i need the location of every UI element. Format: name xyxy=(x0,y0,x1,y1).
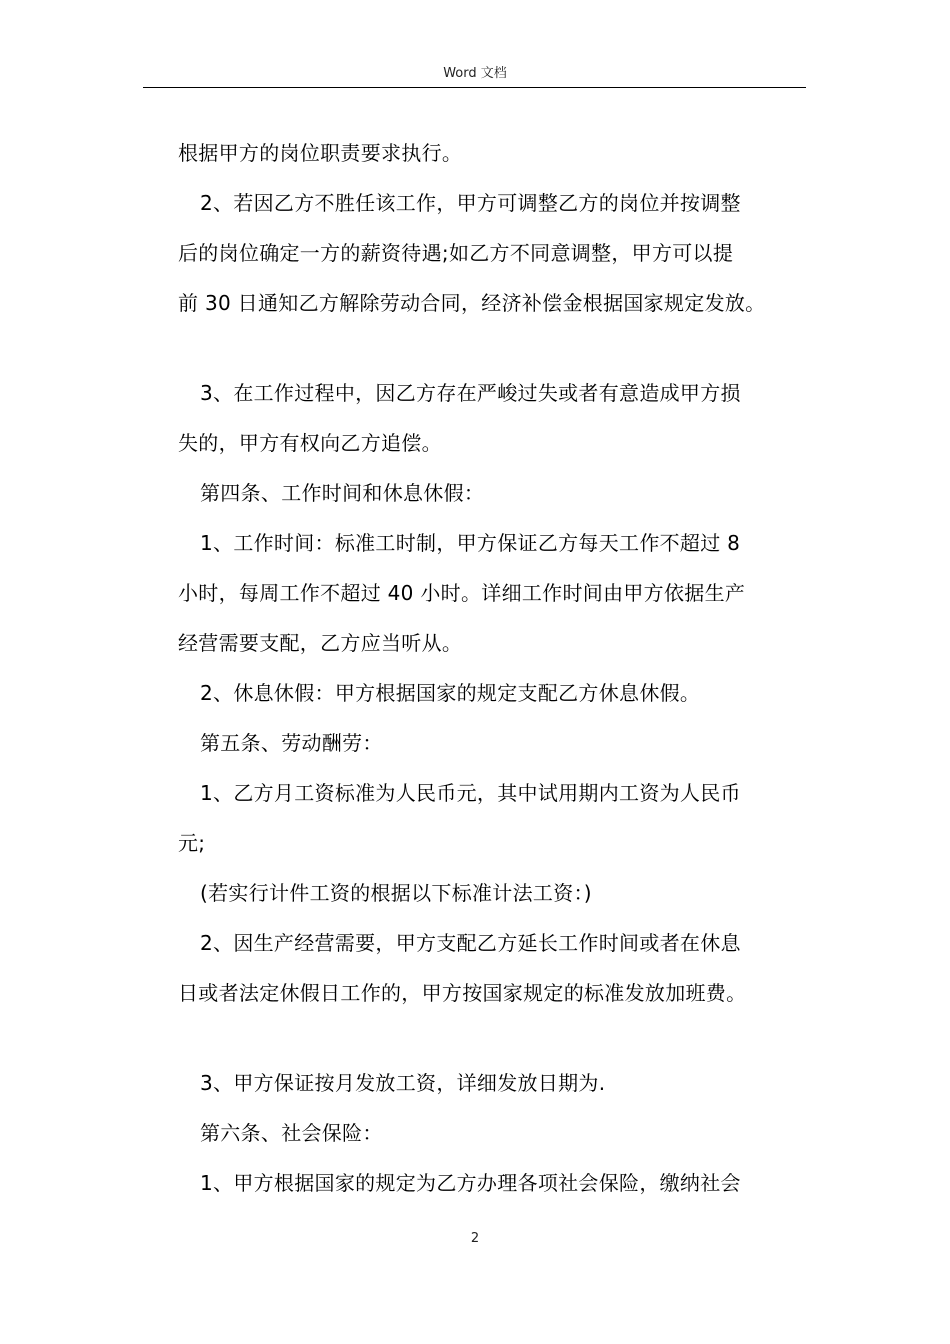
paragraph-line: 1、乙方月工资标准为人民币元，其中试用期内工资为人民币 xyxy=(200,781,741,805)
paragraph-line: 2、因生产经营需要，甲方支配乙方延长工作时间或者在休息 xyxy=(200,931,741,955)
paragraph-payment-date xyxy=(178,1058,808,1108)
paragraph-rest-leave xyxy=(178,668,808,718)
paragraph-working-hours xyxy=(178,518,808,668)
header-rule xyxy=(143,87,806,88)
paragraph-gap xyxy=(178,1018,808,1058)
paragraph-line: 第四条、工作时间和休息休假： xyxy=(200,481,485,505)
paragraph-social-insurance xyxy=(178,1158,808,1208)
article-5-heading xyxy=(178,718,808,768)
paragraph-line: 后的岗位确定一方的薪资待遇;如乙方不同意调整，甲方可以提 xyxy=(178,241,734,265)
page-header: Word 文档 xyxy=(443,66,507,81)
paragraph-line: 1、工作时间：标准工时制，甲方保证乙方每天工作不超过 8 xyxy=(200,531,741,555)
paragraph-line: 根据甲方的岗位职责要求执行。 xyxy=(178,141,463,165)
paragraph-line: 前 30 日通知乙方解除劳动合同，经济补偿金根据国家规定发放。 xyxy=(178,291,766,315)
article-4-heading xyxy=(178,468,808,518)
paragraph-line: 1、甲方根据国家的规定为乙方办理各项社会保险，缴纳社会 xyxy=(200,1171,741,1195)
paragraph-clause-3-compensation xyxy=(178,368,808,468)
paragraph-line: (若实行计件工资的根据以下标准计法工资：) xyxy=(200,881,592,905)
paragraph-overtime xyxy=(178,918,808,1018)
paragraph-monthly-wage xyxy=(178,768,808,868)
paragraph-line: 日或者法定休假日工作的，甲方按国家规定的标准发放加班费。 xyxy=(178,981,747,1005)
paragraph-line: 小时，每周工作不超过 40 小时。详细工作时间由甲方依据生产 xyxy=(178,581,746,605)
paragraph-line: 3、在工作过程中，因乙方存在严峻过失或者有意造成甲方损 xyxy=(200,381,741,405)
paragraph-line: 经营需要支配，乙方应当听从。 xyxy=(178,631,463,655)
paragraph-line: 失的，甲方有权向乙方追偿。 xyxy=(178,431,442,455)
document-body xyxy=(178,128,808,1208)
paragraph-piecework-note xyxy=(178,868,808,918)
article-6-heading xyxy=(178,1108,808,1158)
paragraph-line: 2、若因乙方不胜任该工作，甲方可调整乙方的岗位并按调整 xyxy=(200,191,741,215)
paragraph-clause-2-adjustment xyxy=(178,178,808,328)
paragraph-line: 第五条、劳动酬劳： xyxy=(200,731,383,755)
paragraph-line: 元; xyxy=(178,831,206,855)
paragraph-line: 3、甲方保证按月发放工资，详细发放日期为. xyxy=(200,1071,606,1095)
page-number: 2 xyxy=(470,1231,480,1246)
paragraph-line: 第六条、社会保险： xyxy=(200,1121,383,1145)
paragraph-duty-continuation xyxy=(178,128,808,178)
paragraph-gap xyxy=(178,328,808,368)
paragraph-line: 2、休息休假：甲方根据国家的规定支配乙方休息休假。 xyxy=(200,681,701,705)
